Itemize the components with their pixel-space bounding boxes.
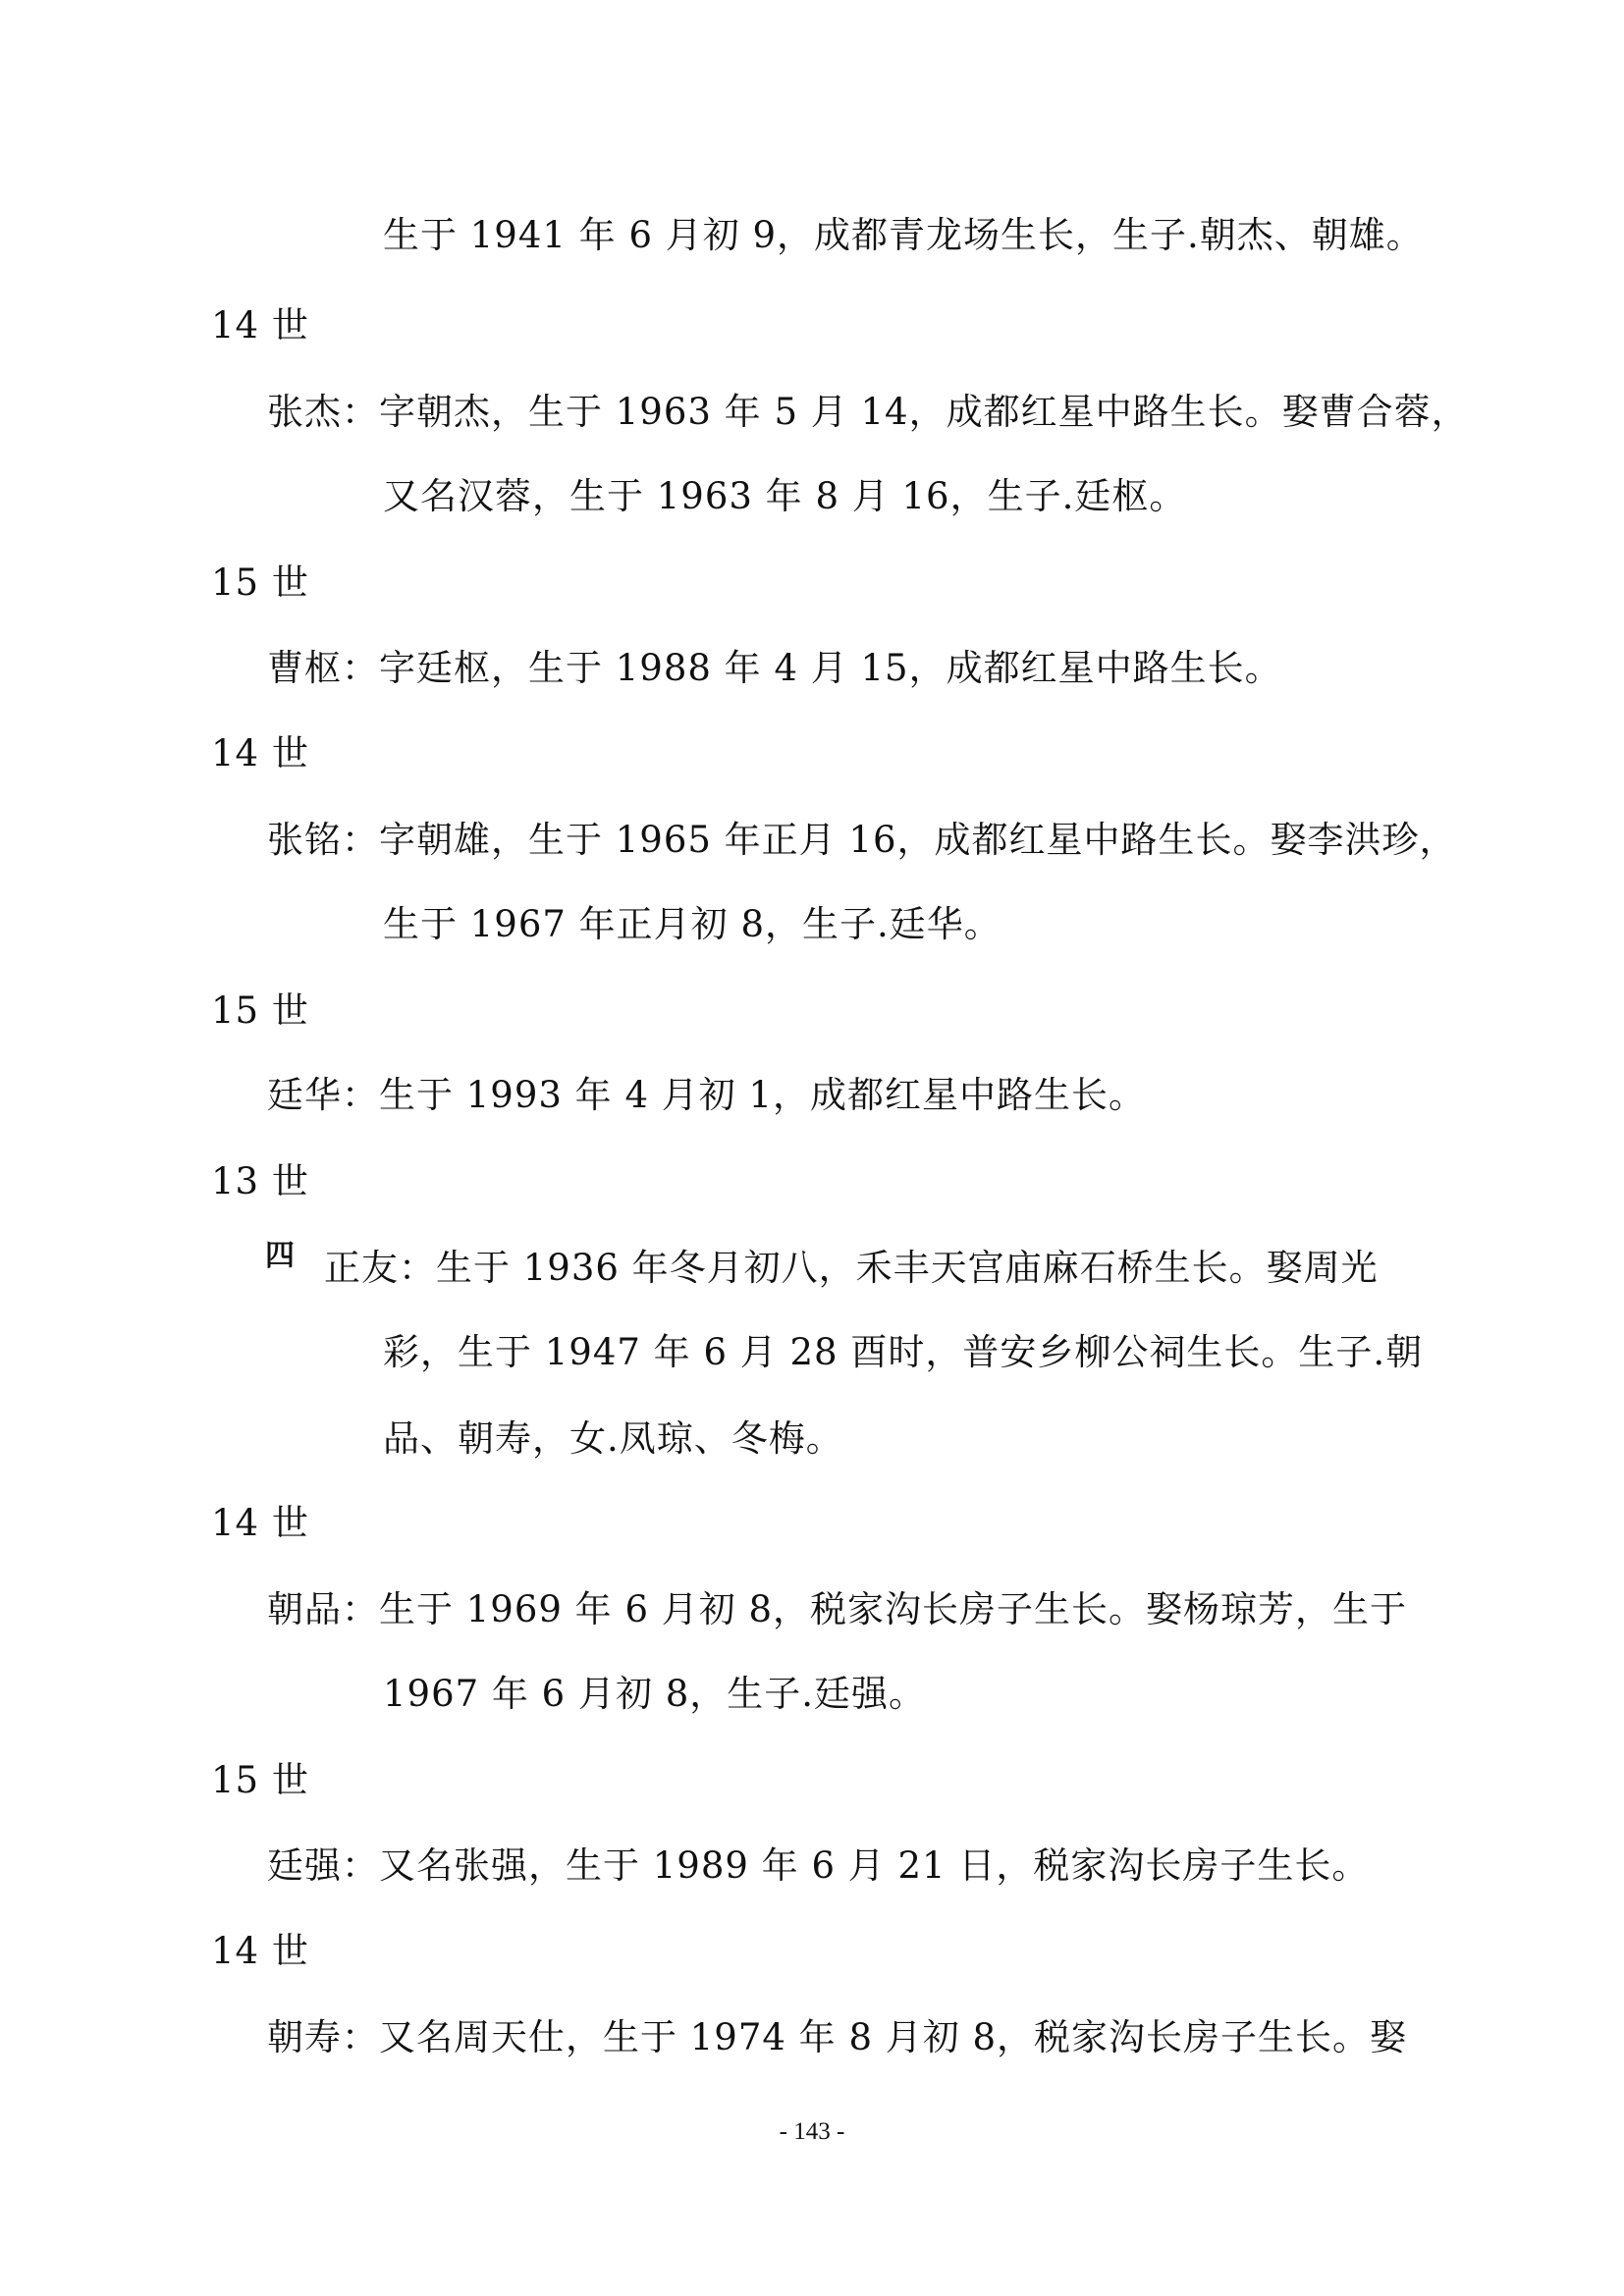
bullet-marker: 四 [265, 1239, 295, 1273]
entry-line: 张铭：字朝雄，生于 1965 年正月 16，成都红星中路生长。娶李洪珍， [267, 819, 1457, 861]
generation-heading: 15 世 [211, 989, 309, 1032]
generation-heading: 15 世 [211, 1759, 309, 1801]
page-number: - 143 - [779, 2118, 845, 2145]
entry-line: 曹枢：字廷枢，生于 1988 年 4 月 15，成都红星中路生长。 [267, 647, 1282, 689]
generation-heading: 14 世 [211, 304, 309, 347]
entry-continuation-line: 彩，生于 1947 年 6 月 28 酉时，普安乡柳公祠生长。生子.朝 [383, 1331, 1424, 1373]
entry-line: 廷强：又名张强，生于 1989 年 6 月 21 日，税家沟长房子生长。 [267, 1844, 1370, 1887]
entry-line: 张杰：字朝杰，生于 1963 年 5 月 14，成都红星中路生长。娶曹合蓉， [267, 391, 1469, 433]
generation-heading: 15 世 [211, 561, 309, 604]
entry-continuation-line: 又名汉蓉，生于 1963 年 8 月 16，生子.廷枢。 [383, 475, 1187, 517]
generation-heading: 14 世 [211, 732, 309, 774]
entry-line: 正友：生于 1936 年冬月初八，禾丰天宫庙麻石桥生长。娶周光 [324, 1247, 1379, 1289]
generation-heading: 14 世 [211, 1502, 309, 1544]
entry-line: 朝寿：又名周天仕，生于 1974 年 8 月初 8，税家沟长房子生长。娶 [267, 2016, 1408, 2058]
entry-continuation-line: 1967 年 6 月初 8，生子.廷强。 [383, 1673, 927, 1715]
text-line-continuation: 生于 1941 年 6 月初 9，成都青龙场生长，生子.朝杰、朝雄。 [383, 214, 1424, 256]
generation-heading: 13 世 [211, 1160, 309, 1202]
entry-line: 廷华：生于 1993 年 4 月初 1，成都红星中路生长。 [267, 1074, 1147, 1116]
entry-continuation-line: 生于 1967 年正月初 8，生子.廷华。 [383, 903, 1001, 945]
entry-line: 朝品：生于 1969 年 6 月初 8，税家沟长房子生长。娶杨琼芳，生于 [267, 1588, 1408, 1630]
generation-heading: 14 世 [211, 1930, 309, 1972]
entry-continuation-line: 品、朝寿，女.凤琼、冬梅。 [383, 1417, 843, 1460]
